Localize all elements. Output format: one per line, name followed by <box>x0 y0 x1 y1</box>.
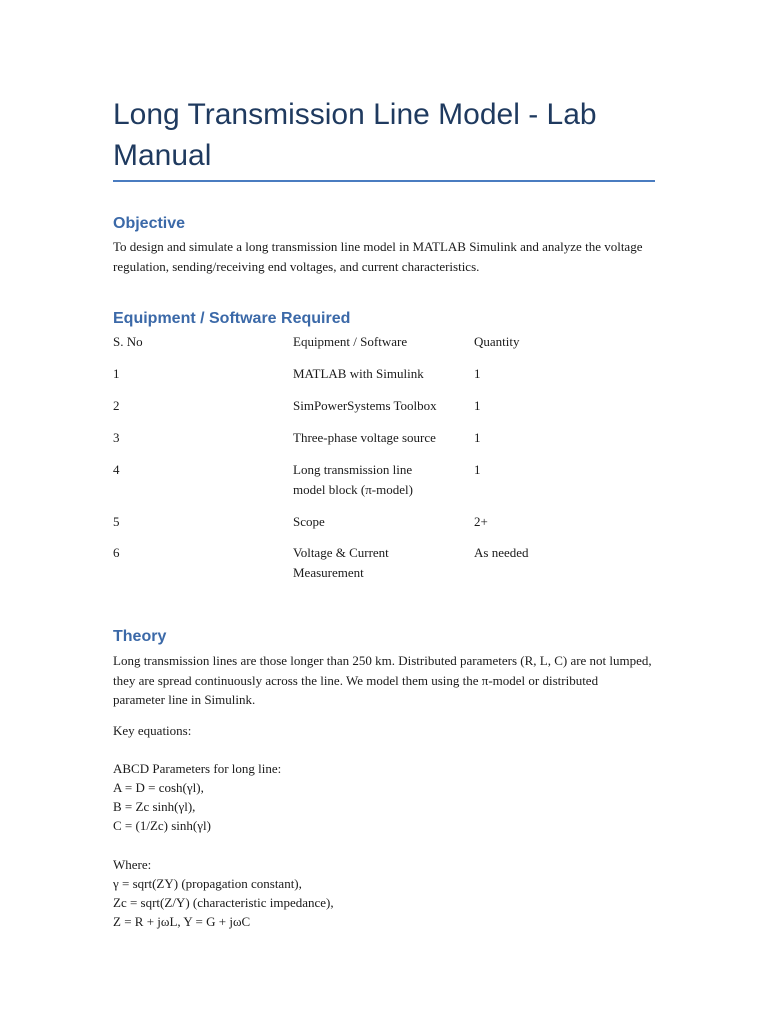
table-cell: Voltage & Current Measurement <box>293 545 389 580</box>
table-cell: 4 <box>113 462 120 477</box>
table-cell: 3 <box>113 430 120 445</box>
abcd-label: ABCD Parameters for long line: <box>113 761 282 776</box>
where-line: Z = R + jωL, Y = G + jωC <box>113 914 251 929</box>
theory-heading: Theory <box>113 628 167 645</box>
title-underline <box>113 180 655 182</box>
table-cell: 1 <box>474 366 481 381</box>
table-header-cell: Equipment / Software <box>293 334 408 349</box>
abcd-line: B = Zc sinh(γl), <box>113 799 196 814</box>
where-label: Where: <box>113 857 152 872</box>
table-cell: 6 <box>113 545 120 560</box>
where-line: γ = sqrt(ZY) (propagation constant), <box>113 876 302 891</box>
objective-heading: Objective <box>113 215 186 232</box>
abcd-line: C = (1/Zc) sinh(γl) <box>113 818 211 833</box>
table-header-cell: S. No <box>113 334 143 349</box>
theory-intro: Long transmission lines are those longer than 250 km. Distributed parameters (R, L, C) are not lumped, they are spread continuously across the line. We model them using the π-model or distributed parameter line in Simulink. <box>113 653 652 707</box>
table-cell: SimPowerSystems Toolbox <box>293 398 437 413</box>
table-cell: 1 <box>113 366 120 381</box>
table-cell: 1 <box>474 462 481 477</box>
table-header-cell: Quantity <box>474 334 520 349</box>
table-cell: 5 <box>113 514 120 529</box>
table-cell: 2+ <box>474 514 488 529</box>
objective-text: To design and simulate a long transmission line model in MATLAB Simulink and analyze the voltage regulation, sending/receiving end voltages, and current characteristics. <box>113 239 643 274</box>
equipment-heading: Equipment / Software Required <box>113 310 351 327</box>
key-equations-label: Key equations: <box>113 723 192 738</box>
table-cell: 1 <box>474 398 481 413</box>
table-cell: 2 <box>113 398 120 413</box>
table-cell: MATLAB with Simulink <box>293 366 424 381</box>
where-line: Zc = sqrt(Z/Y) (characteristic impedance), <box>113 895 334 910</box>
document-title: Long Transmission Line Model - Lab Manual <box>113 98 597 172</box>
table-cell: Long transmission line model block (π-model) <box>293 462 413 497</box>
abcd-line: A = D = cosh(γl), <box>113 780 204 795</box>
table-cell: Three-phase voltage source <box>293 430 436 445</box>
table-cell: 1 <box>474 430 481 445</box>
table-cell: Scope <box>293 514 325 529</box>
table-cell: As needed <box>474 545 529 560</box>
